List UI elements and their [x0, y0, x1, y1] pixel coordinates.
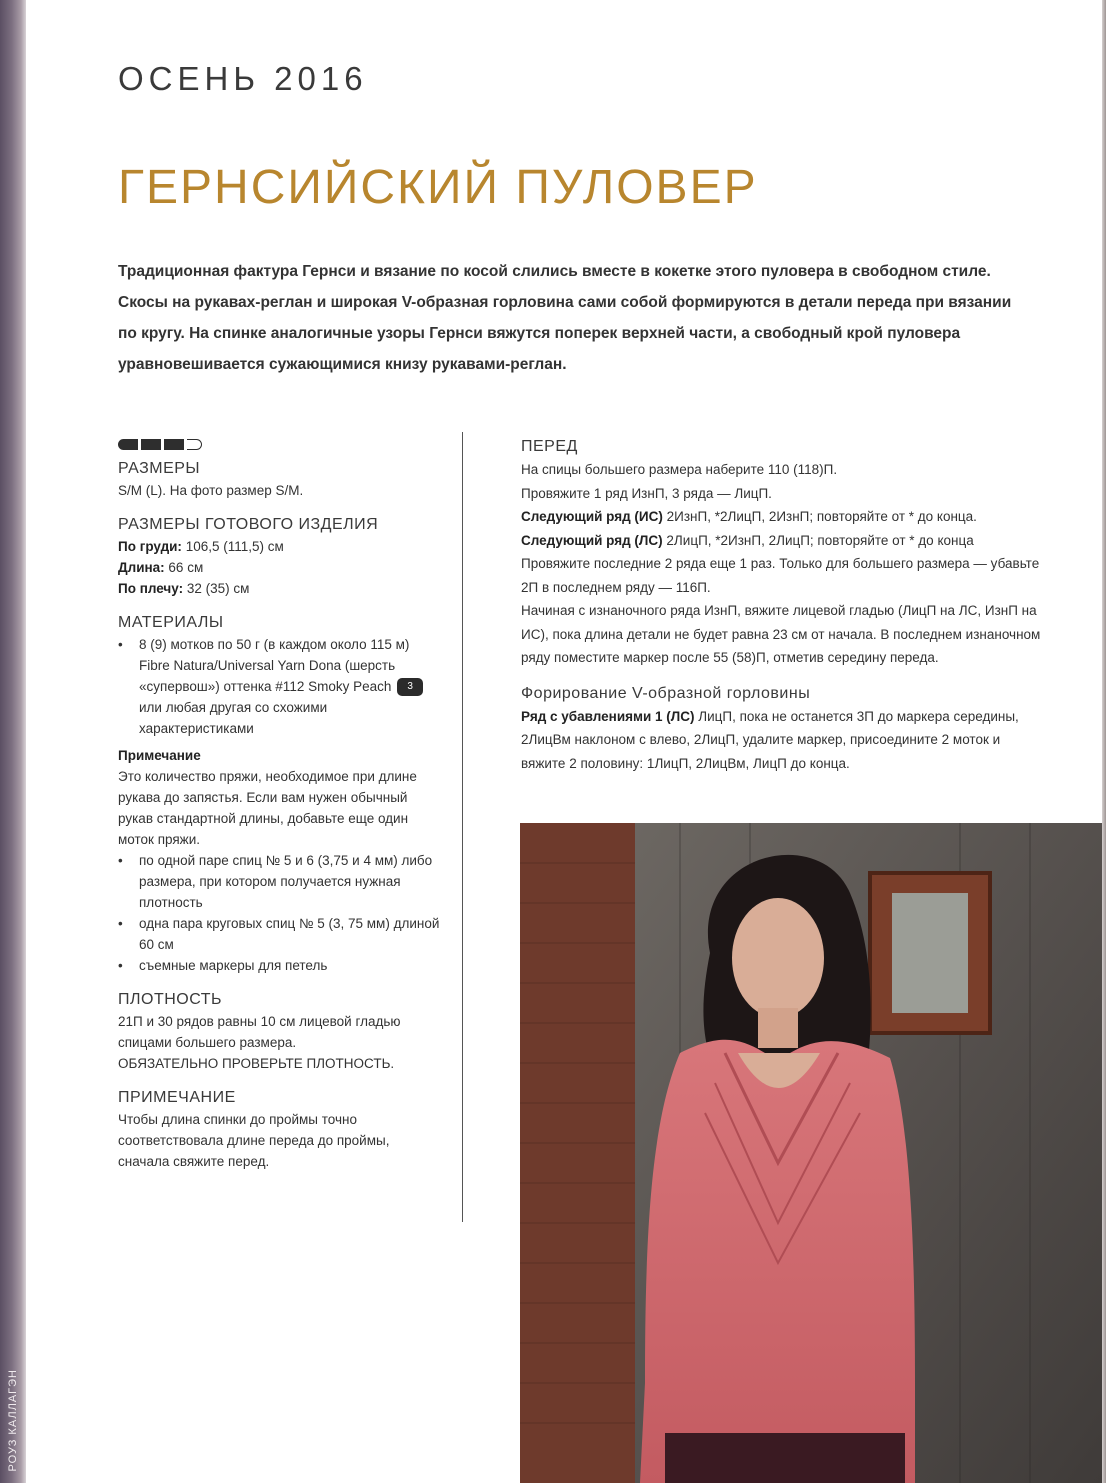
measurement-label: По плечу:: [118, 581, 184, 596]
instruction-line: На спицы большего размера наберите 110 (118)П.: [521, 462, 838, 477]
skill-level-icon: [118, 438, 443, 450]
materials-note-text: Это количество пряжи, необходимое при длине рукава до запястья. Если вам нужен обычный рукав стандартной длины, добавьте еще один моток пряжи.: [118, 769, 417, 847]
list-item: [118, 634, 443, 739]
row-label: Следующий ряд (ИС): [521, 509, 663, 524]
materials-heading: МАТЕРИАЛЫ: [118, 614, 224, 631]
measurement-value: 32 (35) см: [186, 581, 250, 596]
season-label: ОСЕНЬ 2016: [118, 60, 368, 97]
gauge-text: 21П и 30 рядов равны 10 см лицевой гладью спицами большего размера.: [118, 1014, 401, 1050]
door-window-glass: [892, 893, 968, 1013]
instruction-line: Начиная с изнаночного ряда ИзнП, вяжите лицевой гладью (ЛицП на ЛС, ИзнП на ИС), пока длина детали не будет равна 23 см от начала. В последнем изнаночном ряду поместите маркер после 55 (58)П, отметив середину переда.: [521, 603, 1041, 665]
row-label: Следующий ряд (ЛС): [521, 532, 663, 548]
gauge-check-text: ОБЯЗАТЕЛЬНО ПРОВЕРЬТЕ ПЛОТНОСТЬ.: [118, 1056, 395, 1071]
materials-yarn-list: [118, 634, 443, 739]
right-column: [521, 436, 1041, 775]
yarn-weight-icon: 3: [397, 678, 423, 696]
list-item: • съемные маркеры для петель: [118, 955, 443, 976]
materials-tools-list: [118, 850, 443, 976]
list-item: • по одной паре спиц № 5 и 6 (3,75 и 4 мм) либо размера, при котором получается нужная плотность: [118, 850, 443, 913]
neckline-subheading: Форирование V-образной горловины: [521, 684, 811, 702]
row-label: Ряд с убавлениями 1 (ЛС): [521, 708, 695, 724]
yarn-alternative-text: или любая другая со схожими характеристиками: [139, 700, 328, 736]
intro-paragraph: Традиционная фактура Гернси и вязание по косой слились вместе в кокетке этого пуловера в свободном стиле. Скосы на рукавах-реглан и широкая V-образная горловина сами собой формируются в детали переда при вязании по кругу. На спинке аналогичные узоры Гернси вяжутся поперек верхней части, а свободный крой пуловера уравновешивается сужающимися книзу рукавами-реглан.: [118, 263, 1012, 373]
instruction-line: Провяжите последние 2 ряда еще 1 раз. Только для большего размера — убавьте 2П в последнем ряду — 116П.: [521, 556, 1040, 595]
row-text: ЛицП, пока не останется 3П до маркера середины, 2ЛицВм наклоном с влево, 2ЛицП, удалите маркер, присоедините 2 моток и вяжите 2 половину: 1ЛицП, 2ЛицВм, ЛицП до конца.: [521, 708, 1019, 771]
yarn-text: 8 (9) мотков по 50 г (в каждом около 115 м) Fibre Natura/Universal Yarn Dona (шерсть «супервош») оттенка #112 Smoky Peach: [139, 637, 410, 694]
front-heading: ПЕРЕД: [521, 438, 578, 455]
sizes-heading: РАЗМЕРЫ: [118, 460, 201, 477]
materials-note-heading: Примечание: [118, 748, 201, 763]
gauge-heading: ПЛОТНОСТЬ: [118, 991, 223, 1008]
instruction-row: [521, 505, 1041, 529]
measurement-row: [118, 578, 443, 599]
measurement-value: 106,5 (111,5) см: [185, 539, 284, 554]
note-heading: ПРИМЕЧАНИЕ: [118, 1089, 236, 1106]
page-title: ГЕРНСИЙСКИЙ ПУЛОВЕР: [118, 161, 758, 214]
sizes-text: S/M (L). На фото размер S/M.: [118, 483, 304, 498]
measurement-row: [118, 557, 443, 578]
model-shorts: [665, 1433, 905, 1483]
measurement-label: Длина:: [118, 560, 165, 575]
right-edge-strip: [1102, 0, 1106, 1483]
list-item: • одна пара круговых спиц № 5 (3, 75 мм) длиной 60 см: [118, 913, 443, 955]
row-text: 2ЛицП, *2ИзнП, 2ЛицП; повторяйте от * до конца: [666, 532, 974, 548]
left-edge-strip: [0, 0, 26, 1483]
skill-level-cell-empty: [187, 439, 202, 450]
column-divider: [462, 432, 463, 1222]
photographer-credit: [4, 1281, 22, 1471]
skill-level-cell-filled: [141, 439, 161, 450]
measurement-label: По груди:: [118, 539, 182, 554]
instruction-row: [521, 705, 1041, 776]
instruction-row: [521, 529, 1041, 553]
finished-measurements-heading: РАЗМЕРЫ ГОТОВОГО ИЗДЕЛИЯ: [118, 516, 379, 533]
skill-level-cell-filled: [118, 439, 138, 450]
measurement-value: 66 см: [168, 560, 204, 575]
note-text: Чтобы длина спинки до проймы точно соответствовала длине переда до проймы, сначала свяжите перед.: [118, 1112, 390, 1169]
left-column: [118, 436, 443, 1172]
measurement-row: [118, 536, 443, 557]
row-text: 2ИзнП, *2ЛицП, 2ИзнП; повторяйте от * до конца.: [666, 509, 977, 524]
skill-level-cell-filled: [164, 439, 184, 450]
model-photo: [520, 823, 1102, 1483]
photographer-credit-text: РОУЗ КАЛЛАГЭН: [7, 1368, 19, 1471]
model-face: [732, 898, 824, 1018]
instruction-line: Провяжите 1 ряд ИзнП, 3 ряда — ЛицП.: [521, 485, 772, 501]
model-photo-illustration: [520, 823, 1102, 1483]
